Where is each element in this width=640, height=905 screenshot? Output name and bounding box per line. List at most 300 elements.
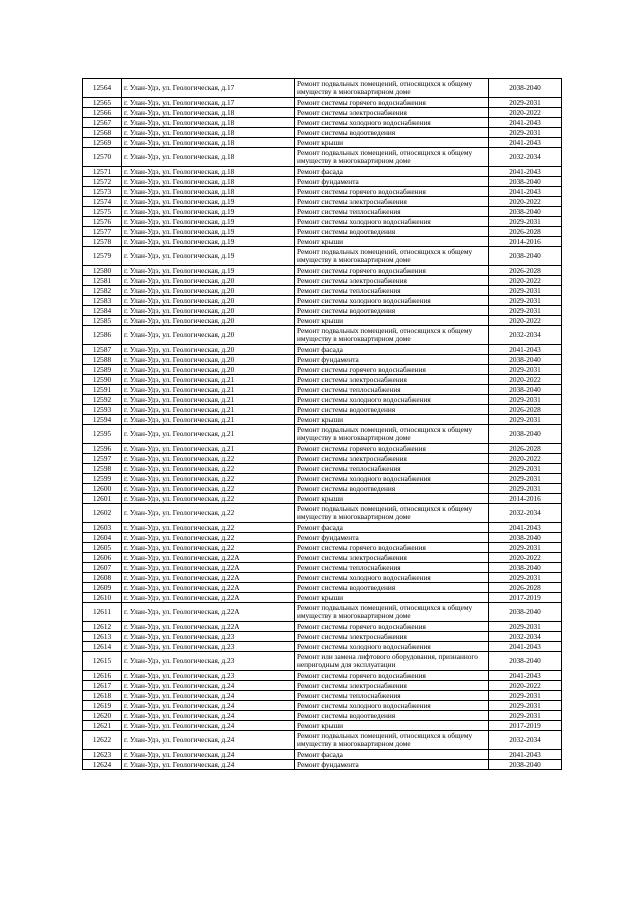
row-number-cell: 12578 [83, 237, 122, 247]
period-cell: 2032-2034 [489, 504, 562, 523]
address-cell: г. Улан-Удэ, ул. Геологическая, д.20 [122, 316, 295, 326]
work-type-cell: Ремонт системы водоотведения [295, 227, 489, 237]
period-cell: 2041-2043 [489, 750, 562, 760]
period-cell: 2041-2043 [489, 523, 562, 533]
table-row [83, 504, 562, 523]
repair-schedule-table [82, 78, 562, 770]
table-row [83, 593, 562, 603]
period-cell: 2029-2031 [489, 395, 562, 405]
row-number-cell: 12595 [83, 425, 122, 444]
table-row [83, 276, 562, 286]
table-row [83, 711, 562, 721]
row-number-cell: 12576 [83, 217, 122, 227]
work-type-cell: Ремонт фундамента [295, 177, 489, 187]
table-row [83, 286, 562, 296]
row-number-cell: 12588 [83, 355, 122, 365]
table-row [83, 395, 562, 405]
row-number-cell: 12613 [83, 632, 122, 642]
table-row [83, 415, 562, 425]
row-number-cell: 12610 [83, 593, 122, 603]
address-cell: г. Улан-Удэ, ул. Геологическая, д.18 [122, 187, 295, 197]
period-cell: 2032-2034 [489, 326, 562, 345]
address-cell: г. Улан-Удэ, ул. Геологическая, д.22 [122, 533, 295, 543]
table-row [83, 425, 562, 444]
table-row [83, 494, 562, 504]
address-cell: г. Улан-Удэ, ул. Геологическая, д.24 [122, 711, 295, 721]
work-type-cell: Ремонт фундамента [295, 355, 489, 365]
period-cell: 2029-2031 [489, 296, 562, 306]
table-row [83, 474, 562, 484]
address-cell: г. Улан-Удэ, ул. Геологическая, д.19 [122, 207, 295, 217]
table-row [83, 632, 562, 642]
work-type-cell: Ремонт подвальных помещений, относящихся к общему имуществу в многоквартирном доме [295, 603, 489, 622]
table-row [83, 167, 562, 177]
table-row [83, 227, 562, 237]
row-number-cell: 12622 [83, 731, 122, 750]
period-cell: 2038-2040 [489, 247, 562, 266]
table-row [83, 454, 562, 464]
row-number-cell: 12599 [83, 474, 122, 484]
row-number-cell: 12621 [83, 721, 122, 731]
address-cell: г. Улан-Удэ, ул. Геологическая, д.21 [122, 375, 295, 385]
address-cell: г. Улан-Удэ, ул. Геологическая, д.22А [122, 583, 295, 593]
row-number-cell: 12581 [83, 276, 122, 286]
period-cell: 2041-2043 [489, 345, 562, 355]
period-cell: 2029-2031 [489, 306, 562, 316]
address-cell: г. Улан-Удэ, ул. Геологическая, д.22 [122, 474, 295, 484]
period-cell: 2038-2040 [489, 385, 562, 395]
work-type-cell: Ремонт системы электроснабжения [295, 454, 489, 464]
work-type-cell: Ремонт системы горячего водоснабжения [295, 187, 489, 197]
table-row [83, 128, 562, 138]
table-row [83, 385, 562, 395]
period-cell: 2020-2022 [489, 197, 562, 207]
period-cell: 2020-2022 [489, 108, 562, 118]
period-cell: 2029-2031 [489, 98, 562, 108]
row-number-cell: 12592 [83, 395, 122, 405]
period-cell: 2029-2031 [489, 474, 562, 484]
table-row [83, 118, 562, 128]
address-cell: г. Улан-Удэ, ул. Геологическая, д.22А [122, 622, 295, 632]
address-cell: г. Улан-Удэ, ул. Геологическая, д.20 [122, 365, 295, 375]
period-cell: 2038-2040 [489, 355, 562, 365]
address-cell: г. Улан-Удэ, ул. Геологическая, д.22А [122, 563, 295, 573]
work-type-cell: Ремонт фасада [295, 523, 489, 533]
address-cell: г. Улан-Удэ, ул. Геологическая, д.22А [122, 593, 295, 603]
work-type-cell: Ремонт системы электроснабжения [295, 632, 489, 642]
period-cell: 2026-2028 [489, 583, 562, 593]
table-row [83, 523, 562, 533]
address-cell: г. Улан-Удэ, ул. Геологическая, д.17 [122, 98, 295, 108]
work-type-cell: Ремонт системы теплоснабжения [295, 385, 489, 395]
row-number-cell: 12612 [83, 622, 122, 632]
row-number-cell: 12564 [83, 79, 122, 98]
row-number-cell: 12602 [83, 504, 122, 523]
work-type-cell: Ремонт системы холодного водоснабжения [295, 701, 489, 711]
table-row [83, 622, 562, 632]
table-row [83, 247, 562, 266]
work-type-cell: Ремонт системы холодного водоснабжения [295, 217, 489, 227]
work-type-cell: Ремонт системы водоотведения [295, 711, 489, 721]
period-cell: 2032-2034 [489, 632, 562, 642]
row-number-cell: 12569 [83, 138, 122, 148]
row-number-cell: 12566 [83, 108, 122, 118]
row-number-cell: 12619 [83, 701, 122, 711]
work-type-cell: Ремонт крыши [295, 494, 489, 504]
address-cell: г. Улан-Удэ, ул. Геологическая, д.19 [122, 227, 295, 237]
row-number-cell: 12614 [83, 642, 122, 652]
period-cell: 2029-2031 [489, 701, 562, 711]
row-number-cell: 12590 [83, 375, 122, 385]
work-type-cell: Ремонт системы горячего водоснабжения [295, 622, 489, 632]
table-row [83, 237, 562, 247]
address-cell: г. Улан-Удэ, ул. Геологическая, д.24 [122, 760, 295, 770]
table-row [83, 375, 562, 385]
address-cell: г. Улан-Удэ, ул. Геологическая, д.22А [122, 573, 295, 583]
row-number-cell: 12608 [83, 573, 122, 583]
table-row [83, 108, 562, 118]
work-type-cell: Ремонт системы холодного водоснабжения [295, 296, 489, 306]
period-cell: 2041-2043 [489, 167, 562, 177]
table-row [83, 316, 562, 326]
row-number-cell: 12575 [83, 207, 122, 217]
table-body [83, 79, 562, 770]
period-cell: 2038-2040 [489, 425, 562, 444]
table-row [83, 603, 562, 622]
table-row [83, 79, 562, 98]
row-number-cell: 12601 [83, 494, 122, 504]
period-cell: 2017-2019 [489, 721, 562, 731]
address-cell: г. Улан-Удэ, ул. Геологическая, д.24 [122, 721, 295, 731]
table-row [83, 345, 562, 355]
work-type-cell: Ремонт крыши [295, 138, 489, 148]
work-type-cell: Ремонт подвальных помещений, относящихся к общему имуществу в многоквартирном доме [295, 425, 489, 444]
work-type-cell: Ремонт системы электроснабжения [295, 197, 489, 207]
work-type-cell: Ремонт системы водоотведения [295, 583, 489, 593]
period-cell: 2029-2031 [489, 573, 562, 583]
address-cell: г. Улан-Удэ, ул. Геологическая, д.23 [122, 671, 295, 681]
period-cell: 2020-2022 [489, 276, 562, 286]
row-number-cell: 12567 [83, 118, 122, 128]
address-cell: г. Улан-Удэ, ул. Геологическая, д.22 [122, 504, 295, 523]
address-cell: г. Улан-Удэ, ул. Геологическая, д.21 [122, 425, 295, 444]
work-type-cell: Ремонт системы теплоснабжения [295, 464, 489, 474]
period-cell: 2029-2031 [489, 622, 562, 632]
address-cell: г. Улан-Удэ, ул. Геологическая, д.22 [122, 543, 295, 553]
period-cell: 2029-2031 [489, 711, 562, 721]
work-type-cell: Ремонт системы водоотведения [295, 128, 489, 138]
address-cell: г. Улан-Удэ, ул. Геологическая, д.17 [122, 79, 295, 98]
row-number-cell: 12603 [83, 523, 122, 533]
table-row [83, 365, 562, 375]
row-number-cell: 12584 [83, 306, 122, 316]
address-cell: г. Улан-Удэ, ул. Геологическая, д.20 [122, 306, 295, 316]
period-cell: 2026-2028 [489, 405, 562, 415]
work-type-cell: Ремонт системы электроснабжения [295, 276, 489, 286]
work-type-cell: Ремонт фундамента [295, 760, 489, 770]
row-number-cell: 12616 [83, 671, 122, 681]
period-cell: 2029-2031 [489, 128, 562, 138]
row-number-cell: 12624 [83, 760, 122, 770]
period-cell: 2038-2040 [489, 533, 562, 543]
address-cell: г. Улан-Удэ, ул. Геологическая, д.18 [122, 108, 295, 118]
work-type-cell: Ремонт системы теплоснабжения [295, 286, 489, 296]
table-row [83, 563, 562, 573]
row-number-cell: 12598 [83, 464, 122, 474]
address-cell: г. Улан-Удэ, ул. Геологическая, д.24 [122, 691, 295, 701]
period-cell: 2041-2043 [489, 138, 562, 148]
address-cell: г. Улан-Удэ, ул. Геологическая, д.21 [122, 405, 295, 415]
row-number-cell: 12623 [83, 750, 122, 760]
work-type-cell: Ремонт крыши [295, 721, 489, 731]
work-type-cell: Ремонт системы электроснабжения [295, 375, 489, 385]
table-row [83, 306, 562, 316]
table-row [83, 148, 562, 167]
row-number-cell: 12596 [83, 444, 122, 454]
work-type-cell: Ремонт системы горячего водоснабжения [295, 543, 489, 553]
row-number-cell: 12591 [83, 385, 122, 395]
table-row [83, 266, 562, 276]
work-type-cell: Ремонт системы холодного водоснабжения [295, 474, 489, 484]
address-cell: г. Улан-Удэ, ул. Геологическая, д.22А [122, 603, 295, 622]
work-type-cell: Ремонт системы холодного водоснабжения [295, 118, 489, 128]
work-type-cell: Ремонт крыши [295, 316, 489, 326]
table-row [83, 326, 562, 345]
address-cell: г. Улан-Удэ, ул. Геологическая, д.20 [122, 286, 295, 296]
work-type-cell: Ремонт системы горячего водоснабжения [295, 365, 489, 375]
row-number-cell: 12597 [83, 454, 122, 464]
address-cell: г. Улан-Удэ, ул. Геологическая, д.22 [122, 484, 295, 494]
address-cell: г. Улан-Удэ, ул. Геологическая, д.21 [122, 395, 295, 405]
table-row [83, 750, 562, 760]
period-cell: 2029-2031 [489, 365, 562, 375]
table-row [83, 553, 562, 563]
row-number-cell: 12607 [83, 563, 122, 573]
work-type-cell: Ремонт системы холодного водоснабжения [295, 395, 489, 405]
address-cell: г. Улан-Удэ, ул. Геологическая, д.24 [122, 681, 295, 691]
address-cell: г. Улан-Удэ, ул. Геологическая, д.21 [122, 444, 295, 454]
row-number-cell: 12609 [83, 583, 122, 593]
address-cell: г. Улан-Удэ, ул. Геологическая, д.23 [122, 642, 295, 652]
address-cell: г. Улан-Удэ, ул. Геологическая, д.22 [122, 454, 295, 464]
table-row [83, 543, 562, 553]
work-type-cell: Ремонт подвальных помещений, относящихся к общему имуществу в многоквартирном доме [295, 148, 489, 167]
period-cell: 2038-2040 [489, 652, 562, 671]
period-cell: 2020-2022 [489, 553, 562, 563]
table-row [83, 671, 562, 681]
address-cell: г. Улан-Удэ, ул. Геологическая, д.24 [122, 701, 295, 711]
work-type-cell: Ремонт системы холодного водоснабжения [295, 573, 489, 583]
period-cell: 2041-2043 [489, 187, 562, 197]
row-number-cell: 12617 [83, 681, 122, 691]
table-row [83, 207, 562, 217]
period-cell: 2038-2040 [489, 563, 562, 573]
work-type-cell: Ремонт системы водоотведения [295, 484, 489, 494]
period-cell: 2041-2043 [489, 642, 562, 652]
table-row [83, 187, 562, 197]
row-number-cell: 12586 [83, 326, 122, 345]
address-cell: г. Улан-Удэ, ул. Геологическая, д.18 [122, 138, 295, 148]
work-type-cell: Ремонт системы электроснабжения [295, 681, 489, 691]
row-number-cell: 12589 [83, 365, 122, 375]
row-number-cell: 12618 [83, 691, 122, 701]
period-cell: 2029-2031 [489, 464, 562, 474]
row-number-cell: 12604 [83, 533, 122, 543]
work-type-cell: Ремонт подвальных помещений, относящихся к общему имуществу в многоквартирном доме [295, 504, 489, 523]
row-number-cell: 12600 [83, 484, 122, 494]
row-number-cell: 12606 [83, 553, 122, 563]
table-row [83, 701, 562, 711]
table-row [83, 652, 562, 671]
period-cell: 2026-2028 [489, 444, 562, 454]
work-type-cell: Ремонт подвальных помещений, относящихся к общему имуществу в многоквартирном доме [295, 79, 489, 98]
work-type-cell: Ремонт системы электроснабжения [295, 553, 489, 563]
table-row [83, 355, 562, 365]
row-number-cell: 12580 [83, 266, 122, 276]
row-number-cell: 12572 [83, 177, 122, 187]
address-cell: г. Улан-Удэ, ул. Геологическая, д.20 [122, 345, 295, 355]
address-cell: г. Улан-Удэ, ул. Геологическая, д.22 [122, 494, 295, 504]
row-number-cell: 12605 [83, 543, 122, 553]
address-cell: г. Улан-Удэ, ул. Геологическая, д.21 [122, 385, 295, 395]
row-number-cell: 12577 [83, 227, 122, 237]
period-cell: 2038-2040 [489, 760, 562, 770]
work-type-cell: Ремонт крыши [295, 415, 489, 425]
row-number-cell: 12583 [83, 296, 122, 306]
work-type-cell: Ремонт фасада [295, 167, 489, 177]
work-type-cell: Ремонт фасада [295, 345, 489, 355]
table-row [83, 691, 562, 701]
address-cell: г. Улан-Удэ, ул. Геологическая, д.19 [122, 237, 295, 247]
period-cell: 2020-2022 [489, 454, 562, 464]
address-cell: г. Улан-Удэ, ул. Геологическая, д.23 [122, 652, 295, 671]
row-number-cell: 12611 [83, 603, 122, 622]
row-number-cell: 12615 [83, 652, 122, 671]
address-cell: г. Улан-Удэ, ул. Геологическая, д.24 [122, 750, 295, 760]
period-cell: 2026-2028 [489, 266, 562, 276]
address-cell: г. Улан-Удэ, ул. Геологическая, д.21 [122, 415, 295, 425]
address-cell: г. Улан-Удэ, ул. Геологическая, д.20 [122, 326, 295, 345]
period-cell: 2020-2022 [489, 681, 562, 691]
work-type-cell: Ремонт системы горячего водоснабжения [295, 444, 489, 454]
period-cell: 2029-2031 [489, 484, 562, 494]
work-type-cell: Ремонт системы холодного водоснабжения [295, 642, 489, 652]
row-number-cell: 12587 [83, 345, 122, 355]
work-type-cell: Ремонт фундамента [295, 533, 489, 543]
address-cell: г. Улан-Удэ, ул. Геологическая, д.18 [122, 167, 295, 177]
table-row [83, 405, 562, 415]
row-number-cell: 12579 [83, 247, 122, 266]
address-cell: г. Улан-Удэ, ул. Геологическая, д.20 [122, 296, 295, 306]
work-type-cell: Ремонт системы электроснабжения [295, 108, 489, 118]
table-row [83, 533, 562, 543]
address-cell: г. Улан-Удэ, ул. Геологическая, д.19 [122, 266, 295, 276]
period-cell: 2032-2034 [489, 731, 562, 750]
work-type-cell: Ремонт подвальных помещений, относящихся к общему имуществу в многоквартирном доме [295, 326, 489, 345]
period-cell: 2041-2043 [489, 671, 562, 681]
row-number-cell: 12574 [83, 197, 122, 207]
address-cell: г. Улан-Удэ, ул. Геологическая, д.20 [122, 355, 295, 365]
table-row [83, 681, 562, 691]
work-type-cell: Ремонт крыши [295, 237, 489, 247]
work-type-cell: Ремонт подвальных помещений, относящихся к общему имуществу в многоквартирном доме [295, 247, 489, 266]
row-number-cell: 12570 [83, 148, 122, 167]
table-row [83, 464, 562, 474]
table-row [83, 217, 562, 227]
table-row [83, 177, 562, 187]
address-cell: г. Улан-Удэ, ул. Геологическая, д.19 [122, 247, 295, 266]
period-cell: 2032-2034 [489, 148, 562, 167]
row-number-cell: 12593 [83, 405, 122, 415]
row-number-cell: 12585 [83, 316, 122, 326]
table-row [83, 731, 562, 750]
address-cell: г. Улан-Удэ, ул. Геологическая, д.24 [122, 731, 295, 750]
row-number-cell: 12594 [83, 415, 122, 425]
address-cell: г. Улан-Удэ, ул. Геологическая, д.22 [122, 464, 295, 474]
period-cell: 2029-2031 [489, 286, 562, 296]
table-row [83, 296, 562, 306]
work-type-cell: Ремонт подвальных помещений, относящихся к общему имуществу в многоквартирном доме [295, 731, 489, 750]
table-row [83, 444, 562, 454]
table-row [83, 583, 562, 593]
row-number-cell: 12571 [83, 167, 122, 177]
row-number-cell: 12620 [83, 711, 122, 721]
address-cell: г. Улан-Удэ, ул. Геологическая, д.22А [122, 553, 295, 563]
period-cell: 2026-2028 [489, 227, 562, 237]
period-cell: 2038-2040 [489, 603, 562, 622]
address-cell: г. Улан-Удэ, ул. Геологическая, д.18 [122, 148, 295, 167]
address-cell: г. Улан-Удэ, ул. Геологическая, д.22 [122, 523, 295, 533]
table-row [83, 721, 562, 731]
table-row [83, 138, 562, 148]
address-cell: г. Улан-Удэ, ул. Геологическая, д.19 [122, 197, 295, 207]
period-cell: 2038-2040 [489, 207, 562, 217]
period-cell: 2014-2016 [489, 237, 562, 247]
work-type-cell: Ремонт системы теплоснабжения [295, 691, 489, 701]
table-row [83, 484, 562, 494]
address-cell: г. Улан-Удэ, ул. Геологическая, д.18 [122, 128, 295, 138]
period-cell: 2014-2016 [489, 494, 562, 504]
period-cell: 2038-2040 [489, 177, 562, 187]
work-type-cell: Ремонт системы горячего водоснабжения [295, 671, 489, 681]
table-row [83, 760, 562, 770]
work-type-cell: Ремонт системы горячего водоснабжения [295, 98, 489, 108]
period-cell: 2020-2022 [489, 375, 562, 385]
address-cell: г. Улан-Удэ, ул. Геологическая, д.20 [122, 276, 295, 286]
period-cell: 2029-2031 [489, 691, 562, 701]
work-type-cell: Ремонт или замена лифтового оборудования, признанного непригодным для эксплуатации [295, 652, 489, 671]
row-number-cell: 12582 [83, 286, 122, 296]
row-number-cell: 12573 [83, 187, 122, 197]
period-cell: 2038-2040 [489, 79, 562, 98]
address-cell: г. Улан-Удэ, ул. Геологическая, д.18 [122, 177, 295, 187]
work-type-cell: Ремонт системы теплоснабжения [295, 207, 489, 217]
address-cell: г. Улан-Удэ, ул. Геологическая, д.18 [122, 118, 295, 128]
work-type-cell: Ремонт системы водоотведения [295, 405, 489, 415]
period-cell: 2029-2031 [489, 543, 562, 553]
period-cell: 2017-2019 [489, 593, 562, 603]
work-type-cell: Ремонт фасада [295, 750, 489, 760]
period-cell: 2041-2043 [489, 118, 562, 128]
period-cell: 2029-2031 [489, 415, 562, 425]
table-row [83, 197, 562, 207]
work-type-cell: Ремонт системы водоотведения [295, 306, 489, 316]
period-cell: 2029-2031 [489, 217, 562, 227]
address-cell: г. Улан-Удэ, ул. Геологическая, д.19 [122, 217, 295, 227]
table-row [83, 98, 562, 108]
row-number-cell: 12565 [83, 98, 122, 108]
period-cell: 2020-2022 [489, 316, 562, 326]
